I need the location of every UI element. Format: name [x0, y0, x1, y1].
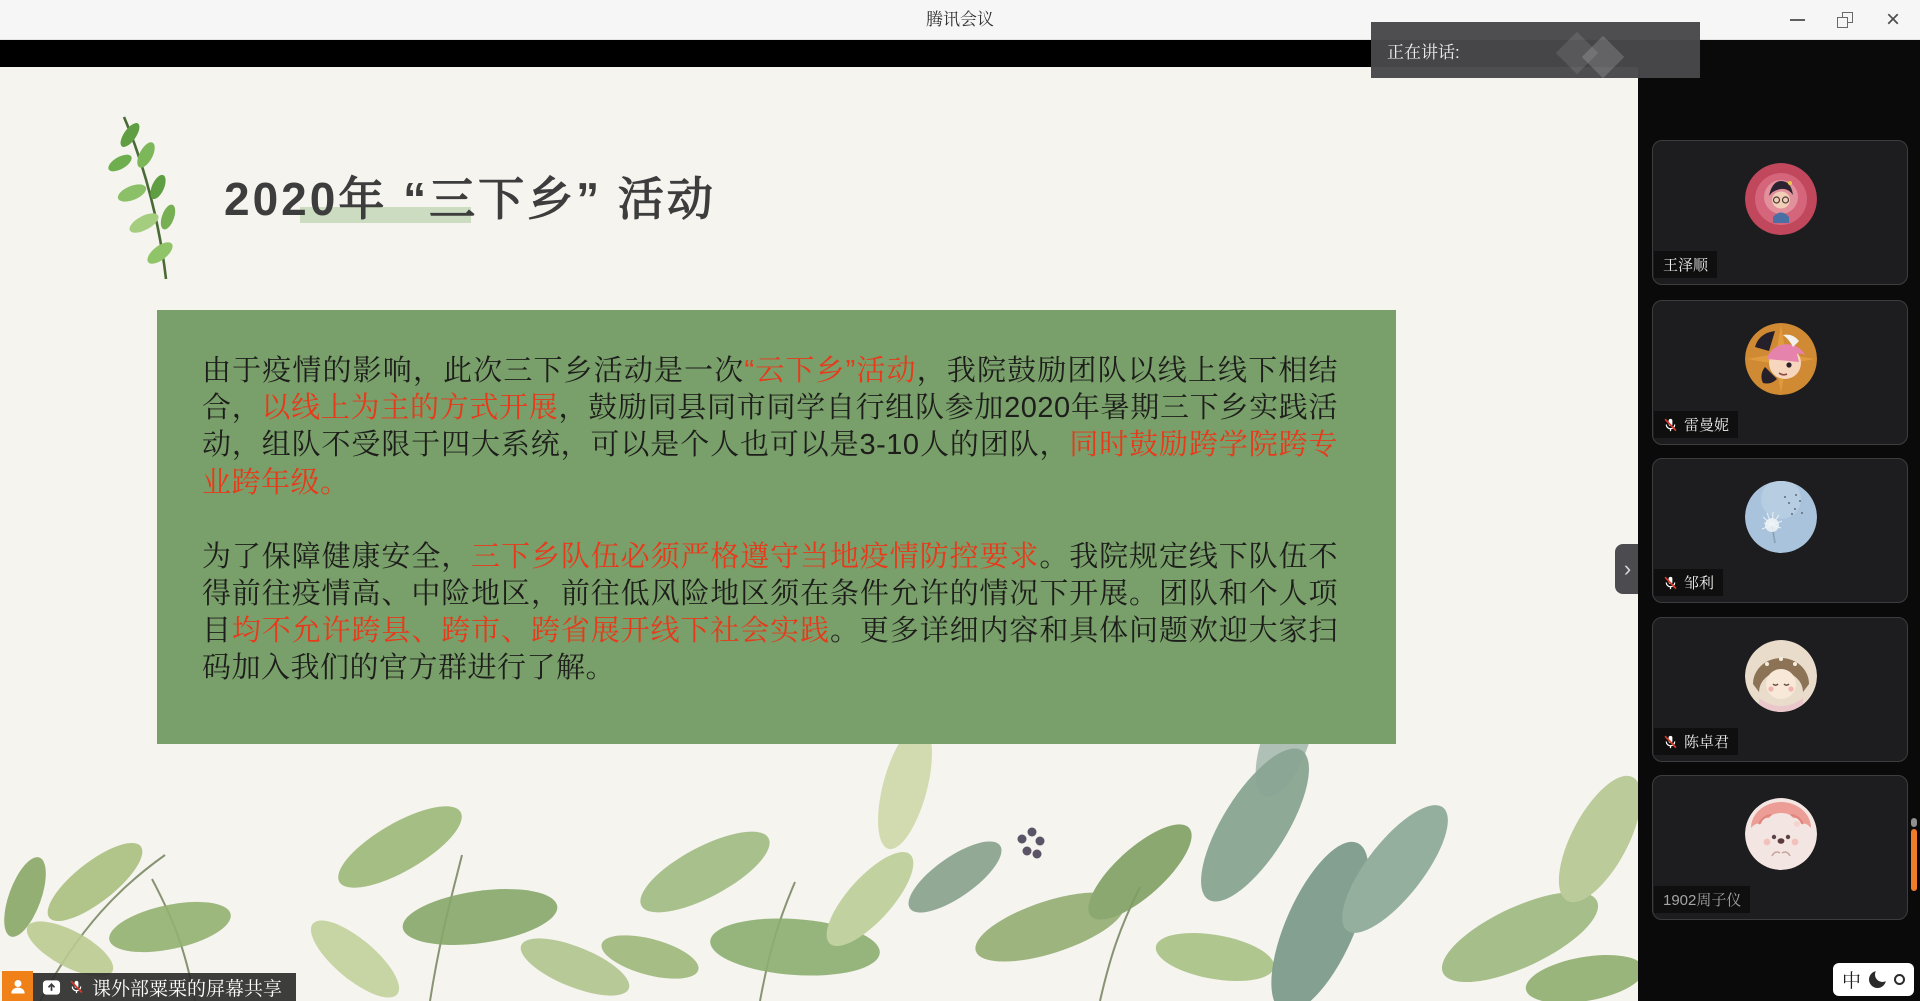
- text-segment: 均不允许跨县、跨市、跨省展开线下社会实践: [231, 615, 830, 648]
- slide-paragraph-1: [202, 353, 1338, 502]
- participant-name: 1902周子仪: [1663, 892, 1742, 909]
- person-icon: [8, 976, 28, 996]
- speaking-indicator: [1371, 22, 1700, 78]
- text-segment: 为了保障健康安全，: [202, 540, 472, 573]
- participant-name: 雷曼妮: [1684, 417, 1730, 434]
- ime-moon-icon[interactable]: [1869, 971, 1886, 988]
- text-segment: ，我院鼓励团队以线上线下相结合，: [202, 355, 1338, 425]
- presentation-slide: [0, 67, 1638, 1001]
- participant-name-tag: [1654, 728, 1738, 755]
- participant-name: 邹利: [1684, 575, 1715, 592]
- avatar: [1745, 481, 1817, 553]
- participant-name-tag: [1654, 569, 1723, 596]
- chevron-right-icon: ›: [1623, 556, 1632, 581]
- text-segment: 三下乡队伍必须严格遵守当地疫情防控要求: [471, 540, 1040, 573]
- share-screen-icon: [42, 978, 61, 997]
- meeting-logo-watermark-icon: [1550, 34, 1640, 70]
- screen-share-stage: [0, 40, 1920, 1001]
- participant-name: 王泽顺: [1663, 257, 1709, 274]
- close-button[interactable]: [1878, 5, 1908, 35]
- participant-name-tag: [1654, 251, 1717, 278]
- avatar: [1745, 798, 1817, 870]
- participant-tile[interactable]: [1652, 458, 1908, 603]
- avatar: [1745, 323, 1817, 395]
- avatar: [1745, 640, 1817, 712]
- participant-name: 陈卓君: [1684, 734, 1730, 751]
- mic-muted-icon: [1663, 734, 1678, 750]
- presenter-icon-box: [2, 971, 33, 1001]
- participant-tile[interactable]: [1652, 140, 1908, 285]
- close-icon: ×: [1885, 6, 1900, 33]
- text-segment: “云下乡”活动: [744, 355, 917, 387]
- ime-toolbar[interactable]: [1833, 963, 1914, 996]
- text-segment: 由于疫情的影响，此次三下乡活动是一次: [202, 355, 745, 387]
- mic-muted-icon: [1663, 575, 1678, 591]
- minimize-icon: [1790, 19, 1805, 21]
- window-controls: [1782, 0, 1908, 40]
- mic-muted-icon: [69, 979, 84, 995]
- text-segment: 。更多详细内容和具体问题欢迎大家扫码加入我们的官方群进行了解。: [202, 615, 1338, 685]
- text-segment: 同时鼓励跨学院跨专业跨年级。: [202, 429, 1338, 499]
- slide-paragraph-2: [202, 539, 1338, 688]
- share-status-text: 课外部粟栗的屏幕共享: [92, 978, 283, 1000]
- restore-button[interactable]: [1830, 5, 1860, 35]
- share-status-bar: [33, 973, 296, 1001]
- panel-collapse-tab[interactable]: [1615, 544, 1638, 594]
- restore-icon: [1837, 12, 1853, 28]
- berry-cluster-center: [1018, 828, 1045, 859]
- participants-panel: [1638, 40, 1920, 1001]
- participant-tile[interactable]: [1652, 775, 1908, 920]
- participant-tile[interactable]: [1652, 300, 1908, 445]
- ime-language-indicator[interactable]: 中: [1841, 971, 1861, 992]
- slide-content-box: [157, 310, 1396, 744]
- ime-fullwidth-icon[interactable]: [1894, 974, 1905, 985]
- text-segment: 。我院规定线下队伍不得前往疫情高、中险地区，前往低风险地区须在条件允许的情况下开展。团队和个人项目: [202, 540, 1338, 648]
- text-segment: 以线上为主的方式开展: [261, 392, 559, 425]
- text-segment: ，鼓励同县同市同学自行组队参加2020年暑期三下乡实践活动，组队不受限于四大系统，可以是个人也可以是3-10人的团队，: [202, 392, 1338, 462]
- participants-scrollbar-thumb[interactable]: [1911, 829, 1917, 891]
- app-title: 腾讯会议: [926, 10, 994, 29]
- screen-share-indicator[interactable]: [0, 971, 296, 1001]
- leaf-branch-illustration: [104, 107, 196, 285]
- minimize-button[interactable]: [1782, 5, 1812, 35]
- participant-tile[interactable]: [1652, 617, 1908, 762]
- speaking-label: 正在讲话:: [1387, 42, 1460, 62]
- mic-muted-icon: [1663, 417, 1678, 433]
- participant-name-tag: [1654, 411, 1738, 438]
- avatar: [1745, 163, 1817, 235]
- slide-title: 2020年 “三下乡” 活动: [224, 173, 716, 225]
- participants-scrollbar-track: [1911, 818, 1917, 827]
- participant-name-tag: [1654, 886, 1750, 913]
